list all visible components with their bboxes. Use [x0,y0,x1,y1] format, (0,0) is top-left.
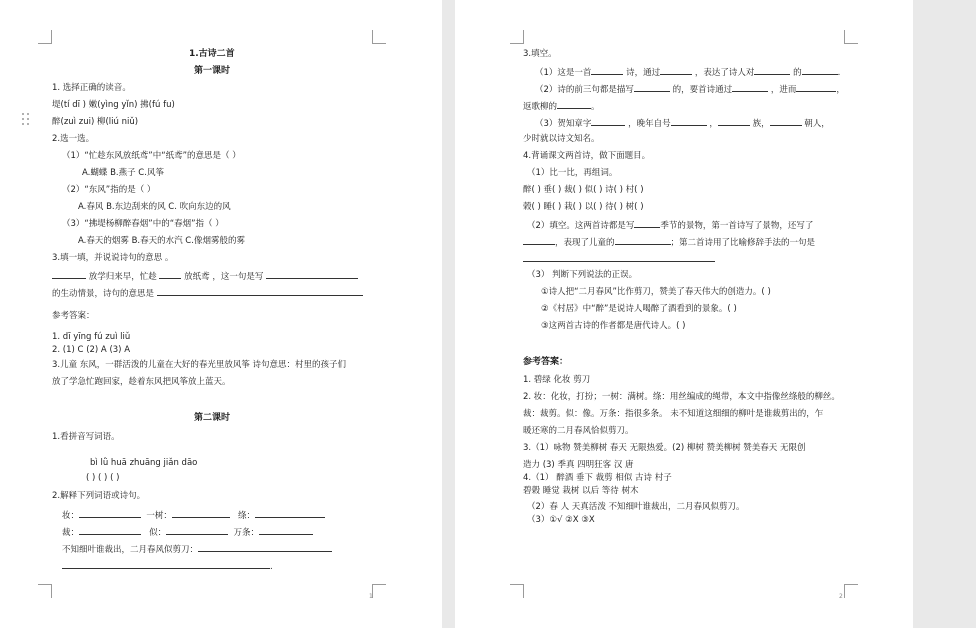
page-number: 2 [839,593,843,600]
doc-title: 1.古诗二首 [189,49,235,59]
fill-line: （2）填空。这两首诗都是写 季节的景物，第一首诗写了景物，还写了 [527,221,814,231]
answer-text: （3）①√ ②X ③X [527,515,595,525]
question-text: 2.选一选。 [52,134,95,144]
drag-handle-icon[interactable] [22,113,32,127]
compare-row: 醉( ) 垂( ) 裁( ) 似( ) 诗( ) 村( ) [523,185,644,195]
answer-text: 2. (1) C (2) A (3) A [52,345,131,355]
crop-mark [38,584,52,598]
question-text: （3）“拂堤杨柳醉春烟”中的“春烟”指（ ） [62,219,224,229]
question-text: 1. 选择正确的读音。 [52,83,131,93]
option-text: A.蝴蝶 B.燕子 C.风筝 [82,168,164,178]
fill-line [523,253,715,266]
question-text: （1）比一比，再组词。 [527,168,618,178]
answer-text: 裁：裁剪。似：像。万条：指很多条。 未不知道这细细的柳叶是谁裁剪出的，乍 [523,409,824,419]
option-text: A.春天的烟雾 B.春天的水汽 C.像烟雾般的雾 [78,236,245,246]
answer-text: 4.（1） 醉酒 垂下 裁剪 相似 古诗 村子 [523,473,672,483]
page-gap [442,0,455,628]
crop-mark [510,30,524,44]
crop-mark [510,584,524,598]
crop-mark [372,30,386,44]
fill-line: （3）贺知章字 ，晚年自号 ， 族， 朝人， [535,119,830,129]
section-title: 第一课时 [194,66,231,76]
question-text: 少时就以诗文知名。 [523,134,600,144]
page-number: 1 [369,593,373,600]
option-text: A.春风 B.东边刮来的风 C. 吹向东边的风 [78,202,231,212]
question-text: （3） 判断下列说法的正误。 [527,270,638,280]
answer-text: 碧榖 睡觉 栽树 以后 等待 树木 [523,486,639,496]
question-text: 2.解释下列词语或诗句。 [52,491,146,501]
answer-text: 2. 妆：化妆，打扮；一树：满树。绦：用丝编成的绳带，本文中指像丝绦般的柳丝。 [523,392,840,402]
compare-row: 榖( ) 睡( ) 栽( ) 以( ) 待( ) 树( ) [523,202,644,212]
question-text: 3.填一填，并说说诗句的意思 。 [52,253,174,263]
question-text: ①诗人把“二月春风”比作剪刀，赞美了春天伟大的创造力。( ) [541,287,771,297]
fill-line: 的生动情景，诗句的意思是 [52,287,363,300]
question-text: 1.看拼音写词语。 [52,432,120,442]
fill-line: （1）这是一首 诗，通过 ，表达了诗人对 的 . [535,68,841,78]
fill-line: ，表现了儿童的 ；第二首诗用了比喻修辞手法的一句是 [523,236,815,249]
crop-mark [844,584,858,598]
answer-text: 放了学急忙跑回家，趁着东风把风筝放上蓝天。 [52,377,231,387]
answer-text: 暖还寒的二月春风恰似剪刀。 [523,426,634,436]
question-text: 醉(zuì zui) 柳(liú niǔ) [52,117,139,127]
answer-label: 参考答案： [523,357,569,367]
question-text: （1）“忙趁东风放纸鸢”中“纸鸢”的意思是（ ） [62,151,241,161]
answer-text: 1. 碧绿 化妆 剪刀 [523,375,591,385]
document-page-2 [455,0,913,628]
question-text: 堤(tí dī ) 嫩(yìng yǐn) 拂(fú fu) [52,100,175,110]
bracket-row: ( ) ( ) ( ) [86,473,120,483]
fill-line: 放学归来早，忙趁 放纸鸢 ，这一句是写 [52,270,358,283]
question-text: （2）“东风”指的是（ ） [62,185,156,195]
answer-text: 3.儿童 东风，一群活泼的儿童在大好的春光里放风筝 诗句意思：村里的孩子们 [52,360,347,370]
answer-text: 1. dī yīng fú zuì liǔ [52,332,131,342]
section-title: 第二课时 [194,413,231,423]
fill-line: 返歌柳的 。 [523,102,600,112]
fill-line: 妆： 一树： 绦： [62,509,325,522]
question-text: ②《村居》中“醉”是说诗人喝醉了酒看到的景象。( ) [541,304,737,314]
question-text: 4.背诵课文两首诗，做下面题目。 [523,151,651,161]
crop-mark [372,584,386,598]
question-text: ③这两首古诗的作者都是唐代诗人。( ) [541,321,686,331]
crop-mark [844,30,858,44]
fill-line: 裁： 似： 万条： [62,526,313,539]
fill-line: （2）诗的前三句都是描写 的，要首诗通过 ，进而 ， [535,85,845,95]
fill-line: . [62,560,273,573]
document-page-1 [0,0,442,628]
page-gap [913,0,976,628]
fill-line: 不知细叶谁裁出，二月春风似剪刀： [62,543,332,556]
pinyin-row: bì lǜ huā zhuāng jiǎn dāo [90,458,198,468]
question-text: 3.填空。 [523,49,557,59]
answer-text: 3.（1）咏物 赞美柳树 春天 无限热爱。(2) 柳树 赞美柳树 赞美春天 无限创 [523,443,806,453]
answer-label: 参考答案： [52,311,95,321]
answer-text: 造力 (3) 季真 四明狂客 汉 唐 [523,460,634,470]
answer-text: （2）春 人 天真活泼 不知细叶谁裁出，二月春风似剪刀。 [527,502,745,512]
crop-mark [38,30,52,44]
